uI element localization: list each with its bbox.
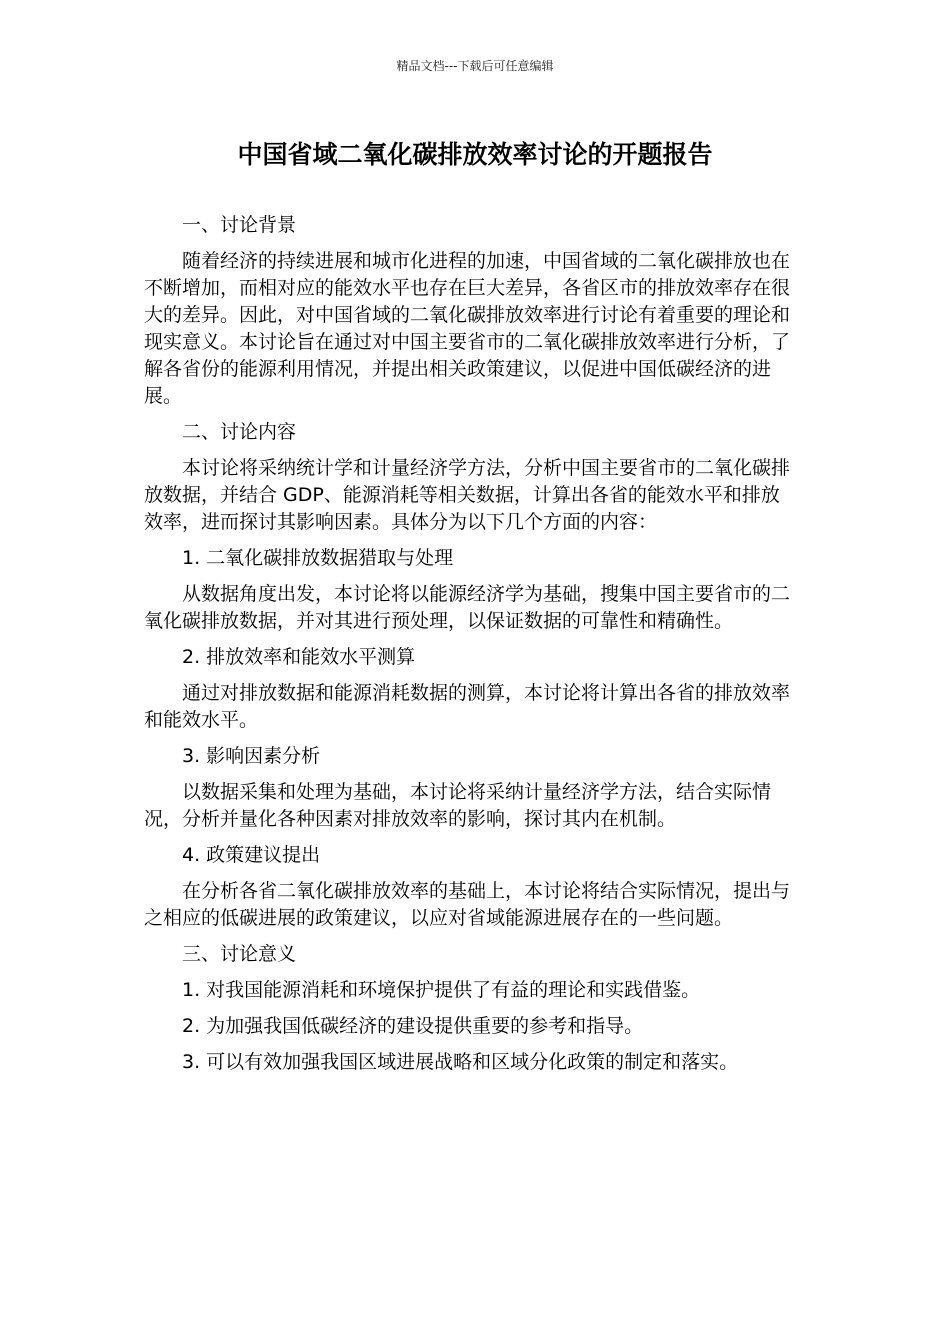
- document-body: [144, 212, 794, 1085]
- item-heading-2: 2. 排放效率和能效水平测算: [182, 646, 416, 668]
- document-title: 中国省域二氧化碳排放效率讨论的开题报告: [237, 140, 713, 169]
- significance-item-3: 3. 可以有效加强我国区域进展战略和区域分化政策的制定和落实。: [182, 1051, 739, 1073]
- item-paragraph-3: 以数据采集和处理为基础，本讨论将采纳计量经济学方法，结合实际情况，分析并量化各种因素对排放效率的影响，探讨其内在机制。: [144, 781, 772, 830]
- significance-item-2: 2. 为加强我国低碳经济的建设提供重要的参考和指导。: [182, 1015, 644, 1037]
- item-paragraph-2: 通过对排放数据和能源消耗数据的测算，本讨论将计算出各省的排放效率和能效水平。: [144, 682, 791, 731]
- significance-item-1: 1. 对我国能源消耗和环境保护提供了有益的理论和实践借鉴。: [182, 979, 701, 1001]
- paragraph-content-intro: 本讨论将采纳统计学和计量经济学方法，分析中国主要省市的二氧化碳排放数据，并结合 GDP、能源消耗等相关数据，计算出各省的能效水平和排放效率，进而探讨其影响因素。具体分为以下几个方面的内容：: [144, 457, 791, 533]
- section-heading-background: 一、讨论背景: [182, 214, 297, 236]
- item-heading-3: 3. 影响因素分析: [182, 745, 321, 767]
- header-note: 精品文档---下载后可任意编辑: [396, 59, 554, 73]
- section-heading-significance: 三、讨论意义: [182, 943, 297, 965]
- paragraph-background: 随着经济的持续进展和城市化进程的加速，中国省域的二氧化碳排放也在不断增加，而相对应的能效水平也存在巨大差异，各省区市的排放效率存在很大的差异。因此，对中国省域的二氧化碳排放效率进行讨论有着重要的理论和现实意义。本讨论旨在通过对中国主要省市的二氧化碳排放效率进行分析，了解各省份的能源利用情况，并提出相关政策建议，以促进中国低碳经济的进展。: [144, 250, 791, 407]
- item-paragraph-4: 在分析各省二氧化碳排放效率的基础上，本讨论将结合实际情况，提出与之相应的低碳进展的政策建议，以应对省域能源进展存在的一些问题。: [144, 880, 791, 929]
- section-heading-content: 二、讨论内容: [182, 421, 297, 443]
- item-paragraph-1: 从数据角度出发，本讨论将以能源经济学为基础，搜集中国主要省市的二氧化碳排放数据，并对其进行预处理，以保证数据的可靠性和精确性。: [144, 583, 791, 632]
- item-heading-1: 1. 二氧化碳排放数据猎取与处理: [182, 547, 454, 569]
- item-heading-4: 4. 政策建议提出: [182, 844, 321, 866]
